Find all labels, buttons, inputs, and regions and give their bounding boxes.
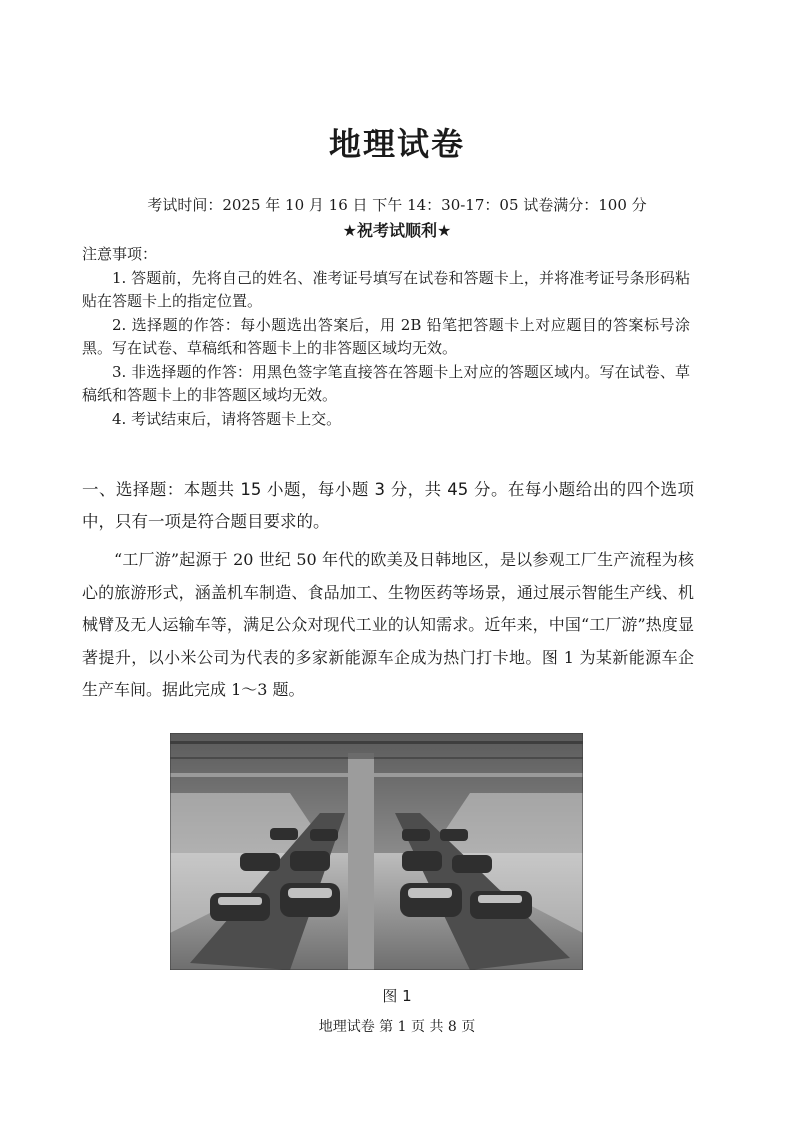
- page-footer: 地理试卷 第 1 页 共 8 页: [318, 1019, 476, 1035]
- factory-photo-image: [170, 733, 583, 970]
- exam-info: 考试时间：2025 年 10 月 16 日 下午 14：30-17：05 试卷满分：100 分: [147, 196, 647, 214]
- page-title: 地理试卷: [328, 125, 465, 163]
- notice-item: 2. 选择题的作答：每小题选出答案后，用 2B 铅笔把答题卡上对应题目的答案标号涂黑。写在试卷、草稿纸和答题卡上的非答题区域均无效。: [82, 315, 690, 357]
- exam-wish: ★祝考试顺利★: [342, 221, 452, 240]
- notice-item: 4. 考试结束后，请将答题卡上交。: [112, 409, 342, 428]
- reading-passage: “工厂游”起源于 20 世纪 50 年代的欧美及日韩地区，是以参观工厂生产流程为核心的旅游形式，涵盖机车制造、食品加工、生物医药等场景，通过展示智能生产线、机械臂及无人运输车等，满足公众对现代工业的认知需求。近年来，中国“工厂游”热度显著提升，以小米公司为代表的多家新能源车企成为热门打卡地。图 1 为某新能源车企生产车间。据此完成 1～3 题。: [82, 550, 694, 699]
- figure-caption: 图 1: [382, 987, 412, 1005]
- notice-item: 1. 答题前，先将自己的姓名、准考证号填写在试卷和答题卡上，并将准考证号条形码粘贴在答题卡上的指定位置。: [82, 268, 690, 310]
- notice-item: 3. 非选择题的作答：用黑色签字笔直接答在答题卡上对应的答题区域内。写在试卷、草稿纸和答题卡上的非答题区域均无效。: [82, 362, 690, 404]
- notice-heading: 注意事项：: [82, 245, 158, 263]
- section-heading: 一、选择题：本题共 15 小题，每小题 3 分，共 45 分。在每小题给出的四个选项中，只有一项是符合题目要求的。: [82, 480, 694, 531]
- notice-block: [82, 243, 690, 431]
- factory-photo: [170, 733, 583, 970]
